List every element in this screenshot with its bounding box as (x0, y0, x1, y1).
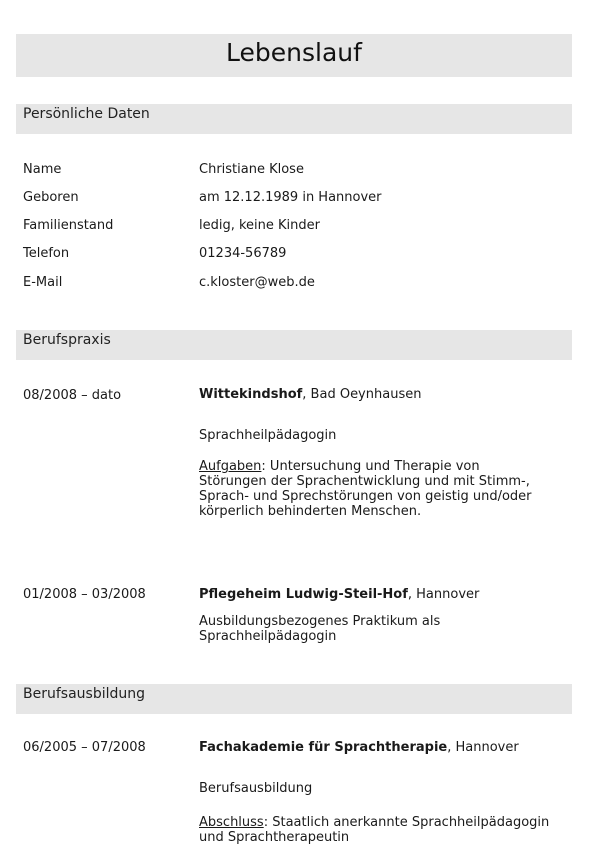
page-title: Lebenslauf (226, 38, 362, 67)
education-period: 06/2005 – 07/2008 (23, 740, 146, 755)
label-phone: Telefon (23, 246, 70, 261)
experience-period: 01/2008 – 03/2008 (23, 587, 146, 602)
section-header-education (16, 684, 572, 714)
value-marital-status: ledig, keine Kinder (199, 218, 321, 233)
experience-location: , Bad Oeynhausen (302, 387, 422, 402)
experience-employer: Pflegeheim Ludwig-Steil-Hof (199, 587, 408, 602)
section-header-experience (16, 330, 572, 360)
education-degree-text: : Staatlich anerkannte Sprachheilpädagogin und Sprachtherapeutin (199, 815, 550, 845)
label-born: Geboren (23, 190, 79, 205)
value-email: c.kloster@web.de (199, 275, 315, 290)
experience-role: Ausbildungsbezogenes Praktikum als Sprachheilpädagogin (199, 614, 441, 644)
education-institution-line (199, 740, 559, 755)
label-marital-status: Familienstand (23, 218, 114, 233)
value-name: Christiane Klose (199, 162, 304, 177)
experience-employer-line (199, 387, 559, 402)
section-title: Berufspraxis (23, 332, 111, 348)
value-phone: 01234-56789 (199, 246, 287, 261)
label-name: Name (23, 162, 62, 177)
experience-period: 08/2008 – dato (23, 388, 122, 403)
experience-employer: Wittekindshof (199, 387, 303, 402)
section-title: Persönliche Daten (23, 106, 150, 122)
education-type: Berufsausbildung (199, 781, 313, 796)
title-bar (16, 34, 572, 77)
experience-employer-line (199, 587, 559, 602)
experience-tasks (199, 459, 551, 519)
experience-tasks-text: : Untersuchung und Therapie von Störungen der Sprachentwicklung und mit Stimm-, Sprach- und Sprechstörungen von geistig und/oder körperlich behinderten Menschen. (199, 459, 532, 519)
value-born: am 12.12.1989 in Hannover (199, 190, 382, 205)
education-degree-label: Abschluss (199, 815, 264, 830)
section-title: Berufsausbildung (23, 686, 146, 702)
education-institution: Fachakademie für Sprachtherapie (199, 740, 448, 755)
education-location: , Hannover (447, 740, 519, 755)
experience-location: , Hannover (407, 587, 480, 602)
experience-tasks-label: Aufgaben (199, 459, 262, 474)
education-degree (199, 815, 551, 845)
experience-role: Sprachheilpädagogin (199, 428, 337, 443)
label-email: E-Mail (23, 275, 63, 290)
section-header-personal (16, 104, 572, 134)
